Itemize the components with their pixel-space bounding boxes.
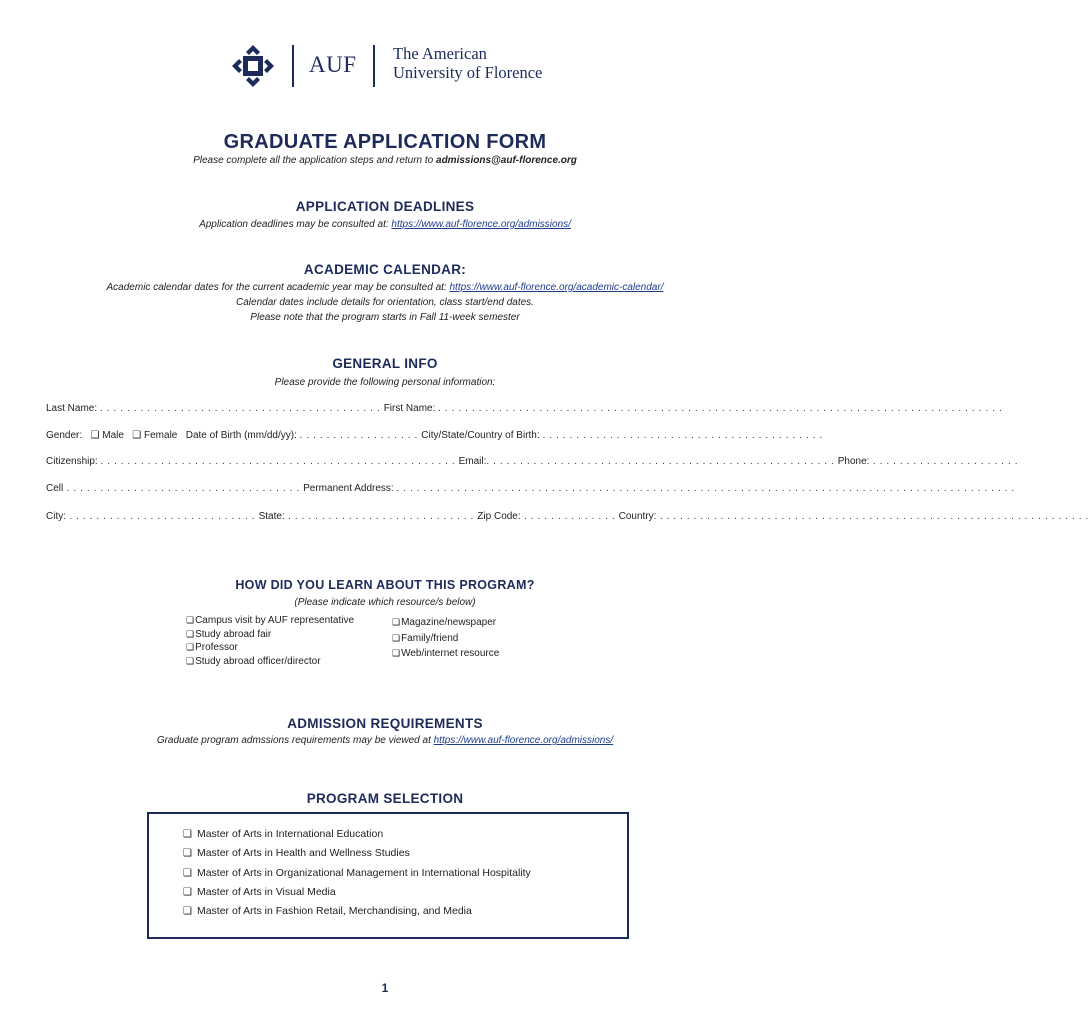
- checkbox-icon[interactable]: ❑: [392, 617, 401, 627]
- program-selection-box: [147, 812, 629, 939]
- page-title: GRADUATE APPLICATION FORM: [223, 131, 547, 153]
- state-field[interactable]: . . . . . . . . . . . . . . . . . . . . . . . . . . . .: [284, 511, 478, 522]
- checkbox-icon[interactable]: ❑: [183, 886, 192, 898]
- general-info-heading: GENERAL INFO: [332, 356, 438, 371]
- learn-option-label: Magazine/newspaper: [401, 617, 497, 628]
- country-field[interactable]: . . . . . . . . . . . . . . . . . . . . . . . . . . . . . . . . . . . . . . . . . . . . . . . . . . . . . . . . . . . . . . . .: [656, 511, 1089, 522]
- deadlines-prefix: Application deadlines may be consulted at:: [199, 219, 392, 230]
- calendar-link[interactable]: https://www.auf-florence.org/academic-calendar/: [449, 282, 664, 293]
- logo-divider: [373, 45, 375, 87]
- instruction-prefix: Please complete all the application steps and return to: [193, 155, 437, 166]
- first-name-field[interactable]: . . . . . . . . . . . . . . . . . . . . . . . . . . . . . . . . . . . . . . . . . . . . . . . . . . . . . . . . . . . . . . . . . . . . . . . . . . . . . . . . . . . .: [438, 403, 1003, 414]
- citizenship-label: Citizenship:: [46, 456, 98, 467]
- phone-field[interactable]: . . . . . . . . . . . . . . . . . . . . . .: [869, 456, 1019, 467]
- program-option-label: Master of Arts in International Education: [196, 828, 384, 840]
- admissions-email: admissions@auf-florence.org: [436, 155, 577, 166]
- address-row: [46, 483, 1015, 494]
- program-option[interactable]: [183, 847, 531, 866]
- email-field[interactable]: . . . . . . . . . . . . . . . . . . . . . . . . . . . . . . . . . . . . . . . . . . . . . . . . . . . .: [486, 456, 838, 467]
- zip-label: Zip Code:: [477, 511, 521, 522]
- zip-field[interactable]: . . . . . . . . . . . . . .: [520, 511, 619, 522]
- first-name-label: First Name:: [383, 403, 436, 414]
- citizenship-field[interactable]: . . . . . . . . . . . . . . . . . . . . . . . . . . . . . . . . . . . . . . . . . . . . . . . . . . . . .: [100, 456, 459, 467]
- checkbox-icon[interactable]: ❑: [183, 906, 192, 918]
- checkbox-icon[interactable]: ❑: [392, 632, 401, 643]
- calendar-line3: Please note that the program starts in Fall 11-week semester: [250, 312, 520, 323]
- female-checkbox[interactable]: ❑: [132, 430, 142, 441]
- learn-option[interactable]: [186, 614, 354, 628]
- admission-prefix: Graduate program admssions requirements may be viewed at: [156, 735, 434, 746]
- logo-name-line2: University of Florence: [393, 63, 543, 82]
- admission-text: [0, 735, 770, 746]
- birthplace-label: City/State/Country of Birth:: [421, 430, 540, 441]
- name-row: [46, 403, 1003, 414]
- admission-heading: ADMISSION REQUIREMENTS: [287, 716, 483, 731]
- checkbox-icon[interactable]: ❑: [186, 642, 195, 652]
- permanent-address-field[interactable]: . . . . . . . . . . . . . . . . . . . . . . . . . . . . . . . . . . . . . . . . . . . . . . . . . . . . . . . . . . . . . . . . . . . . . . . . . . . . . . . . . . . . . . . . . . . .: [396, 483, 1015, 494]
- learn-options-left: [186, 614, 354, 668]
- logo-university-name: [393, 44, 542, 82]
- learn-option[interactable]: [392, 631, 499, 647]
- email-label: Email:: [458, 456, 487, 467]
- last-name-field[interactable]: . . . . . . . . . . . . . . . . . . . . . . . . . . . . . . . . . . . . . . . . . .: [99, 403, 384, 414]
- program-option[interactable]: [183, 867, 531, 886]
- program-option-label: Master of Arts in Visual Media: [196, 885, 336, 898]
- dob-label: Date of Birth (mm/dd/yy):: [185, 430, 297, 441]
- learn-option[interactable]: [186, 628, 354, 642]
- male-checkbox[interactable]: ❑: [90, 430, 100, 441]
- program-heading: PROGRAM SELECTION: [306, 791, 464, 806]
- checkbox-icon[interactable]: ❑: [392, 648, 401, 658]
- calendar-heading: ACADEMIC CALENDAR:: [303, 262, 467, 277]
- learn-heading: HOW DID YOU LEARN ABOUT THIS PROGRAM?: [235, 578, 535, 592]
- dob-field[interactable]: . . . . . . . . . . . . . . . . . .: [299, 430, 422, 441]
- gender-label: Gender:: [46, 430, 83, 441]
- program-option-label: Master of Arts in Organizational Management in International Hospitality: [196, 866, 531, 879]
- logo-abbr: AUF: [309, 52, 357, 77]
- city-field[interactable]: . . . . . . . . . . . . . . . . . . . . . . . . . . . .: [66, 511, 259, 522]
- program-options: [183, 828, 531, 924]
- learn-option[interactable]: [392, 646, 499, 662]
- calendar-prefix: Academic calendar dates for the current academic year may be consulted at:: [106, 282, 450, 293]
- program-option[interactable]: [183, 828, 531, 847]
- checkbox-icon[interactable]: ❑: [186, 628, 195, 639]
- checkbox-icon[interactable]: ❑: [183, 829, 192, 840]
- learn-options-right: [392, 615, 499, 662]
- learn-option-label: Study abroad officer/director: [195, 655, 321, 667]
- learn-option[interactable]: [186, 641, 354, 655]
- gender-row: [46, 430, 823, 441]
- logo-divider: [292, 45, 294, 87]
- learn-option[interactable]: [186, 655, 354, 669]
- city-label: City:: [46, 511, 66, 522]
- calendar-line1: [0, 282, 770, 293]
- auf-logo-mark-icon: [229, 42, 277, 90]
- program-option[interactable]: [183, 886, 531, 905]
- male-label: Male: [102, 430, 124, 441]
- admission-link[interactable]: https://www.auf-florence.org/admissions/: [433, 735, 614, 746]
- logo-name-line1: The American: [393, 44, 487, 63]
- checkbox-icon[interactable]: ❑: [186, 655, 195, 666]
- program-option[interactable]: [183, 905, 531, 924]
- deadlines-heading: APPLICATION DEADLINES: [295, 199, 475, 214]
- learn-option-label: Family/friend: [401, 632, 459, 644]
- checkbox-icon[interactable]: ❑: [183, 848, 192, 860]
- page-number: 1: [381, 981, 389, 995]
- permanent-address-label: Permanent Address:: [303, 483, 394, 494]
- program-option-label: Master of Arts in Health and Wellness Studies: [196, 847, 410, 860]
- phone-label: Phone:: [837, 456, 870, 467]
- birthplace-field[interactable]: . . . . . . . . . . . . . . . . . . . . . . . . . . . . . . . . . . . . . . . . . .: [542, 430, 823, 441]
- checkbox-icon[interactable]: ❑: [186, 615, 195, 625]
- last-name-label: Last Name:: [46, 403, 98, 414]
- learn-option-label: Campus visit by AUF representative: [195, 615, 355, 626]
- deadlines-text: [0, 219, 770, 230]
- program-option-label: Master of Arts in Fashion Retail, Merchandising, and Media: [196, 905, 472, 918]
- learn-option[interactable]: [392, 615, 499, 631]
- cell-label: Cell: [46, 483, 64, 494]
- learn-option-label: Study abroad fair: [195, 628, 272, 640]
- instruction-text: [0, 155, 770, 166]
- learn-option-label: Professor: [195, 642, 238, 653]
- checkbox-icon[interactable]: ❑: [183, 867, 192, 879]
- country-label: Country:: [618, 511, 657, 522]
- learn-option-label: Web/internet resource: [401, 648, 500, 659]
- calendar-line2: Calendar dates include details for orientation, class start/end dates.: [236, 297, 534, 308]
- general-info-subtitle: Please provide the following personal information:: [274, 377, 496, 388]
- deadlines-link[interactable]: https://www.auf-florence.org/admissions/: [391, 219, 571, 230]
- cell-field[interactable]: . . . . . . . . . . . . . . . . . . . . . . . . . . . . . . . . . . .: [63, 483, 304, 494]
- state-label: State:: [258, 511, 285, 522]
- city-row: [46, 511, 1089, 522]
- learn-subtitle: (Please indicate which resource/s below): [294, 597, 476, 608]
- citizenship-row: [46, 456, 1019, 467]
- female-label: Female: [144, 430, 178, 441]
